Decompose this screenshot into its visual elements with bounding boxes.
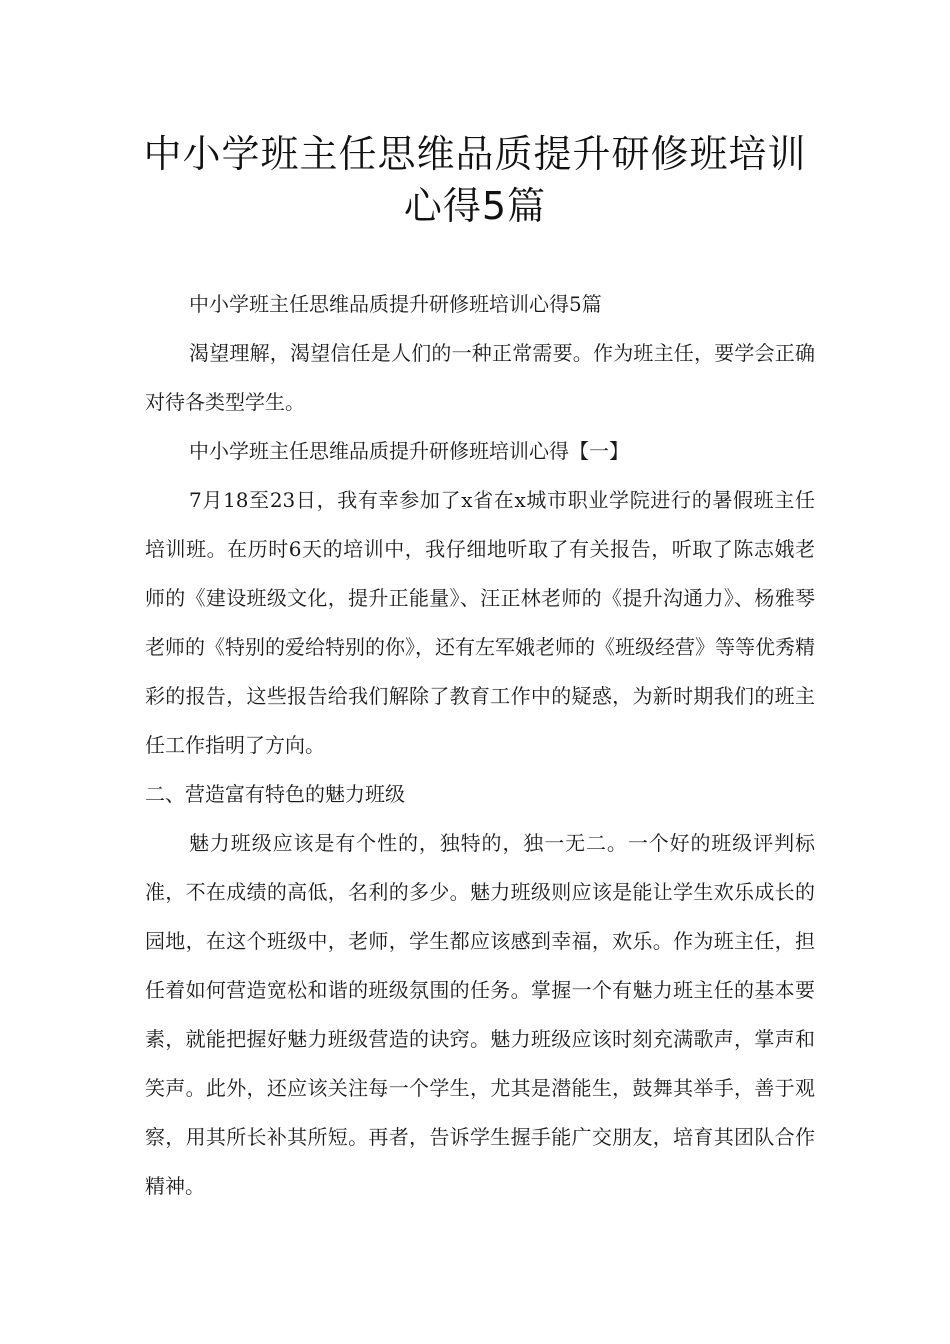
paragraph-heading-two: 二、营造富有特色的魅力班级 [145,782,405,806]
paragraph-section-heading: 中小学班主任思维品质提升研修班培训心得【一】 [189,439,629,463]
paragraph-training-report: 7月18至23日，我有幸参加了x省在x城市职业学院进行的暑假班主任培训班。在历时6天的培训中，我仔细地听取了有关报告，听取了陈志娥老师的《建设班级文化，提升正能量》、汪正林老师的《提升沟通力》、杨雅琴老师的《特别的爱给特别的你》，还有左军娥老师的《班级经营》等等优秀精彩的报告，这些报告给我们解除了教育工作中的疑惑，为新时期我们的班主任工作指明了方向。 [145,488,815,757]
document-body [145,280,815,1211]
paragraph-subtitle: 中小学班主任思维品质提升研修班培训心得5篇 [189,292,602,316]
paragraph-charm-class: 魅力班级应该是有个性的，独特的，独一无二。一个好的班级评判标准，不在成绩的高低，名利的多少。魅力班级则应该是能让学生欢乐成长的园地，在这个班级中，老师，学生都应该感到幸福，欢乐。作为班主任，担任着如何营造宽松和谐的班级氛围的任务。掌握一个有魅力班主任的基本要素，就能把握好魅力班级营造的诀窍。魅力班级应该时刻充满歌声，掌声和笑声。此外，还应该关注每一个学生，尤其是潜能生，鼓舞其举手，善于观察，用其所长补其所短。再者，告诉学生握手能广交朋友，培育其团队合作精神。 [145,831,815,1198]
document-title-line-2: 心得5篇 [403,184,547,228]
paragraph-intro: 渴望理解，渴望信任是人们的一种正常需要。作为班主任，要学会正确对待各类型学生。 [145,341,815,414]
document-title-line-1: 中小学班主任思维品质提升研修班培训 [143,132,807,176]
